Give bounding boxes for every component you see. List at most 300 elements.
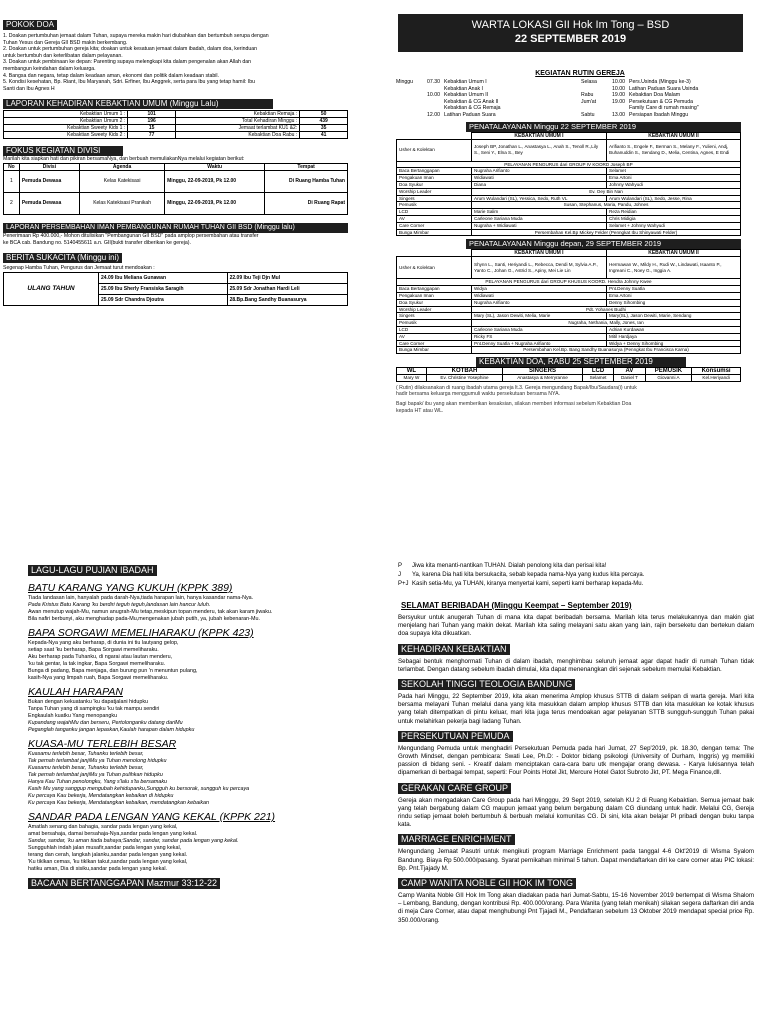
doa-header: PEMUSIK [645, 368, 691, 375]
reading-line [398, 571, 754, 580]
role-label: LCD [397, 209, 472, 216]
announcement-title: KEHADIRAN KEBAKTIAN [398, 644, 510, 655]
announcement-title: SEKOLAH TINGGI TEOLOGIA BANDUNG [398, 679, 575, 690]
role-value-ku2: Arum Wulandari (SL), Sedo, Jesse, Rina [607, 195, 741, 202]
song-line: Amatlah senang dan bahagia, sandar pada lengan yang kekal, [28, 824, 178, 830]
rutin-cell: Persiapan Ibadah Minggu [629, 111, 689, 118]
rutin-cell: Persekutuan & CG Pemuda [629, 98, 694, 105]
role-value-ku2: Widya + Denny Sihombing [607, 340, 741, 347]
role-value-ku1: Nugraha Arifianto [472, 299, 607, 306]
song-line: 'ku tak gentar, la tak ingkar, Bapa Sorgawi memeliharaku. [28, 661, 166, 667]
rutin-cell: 07.30 [427, 79, 440, 85]
role-label: Baca Bertanggapan [397, 286, 472, 293]
reading-line [398, 580, 754, 589]
kehadiran-row [4, 118, 348, 125]
doa-note1: ( Rutin) dilaksanakan di ruang ibadah utama gereja lt.3. Gereja mengundang Bapak/Ibu/Saudara(i) untuk [396, 384, 637, 391]
song-line: Kepada-Nya yang aku berharap, di dunia ini tiu lautyang gelop, [28, 640, 179, 646]
doa-cell: Mary W [397, 375, 427, 382]
rutin-cell [396, 112, 424, 119]
song-line: Kupandang wajahMu dan berseru, Pertolonganku datang dariMu [28, 720, 183, 726]
usher-ku2: Arifianto S., Engele F., Berman S., Melany F., Yulieni, Andj, Buhanuddin S., Sendang D., Melia, Centina, Agnes, E Endi [607, 139, 741, 161]
role-label: Pemusik [397, 320, 472, 327]
rutin-row [581, 86, 761, 93]
role-label: Doa Syukur [397, 299, 472, 306]
announcement-title: GERAKAN CARE GROUP [398, 783, 511, 794]
role-value-ku2: Pnt.Denny Suatla [607, 286, 741, 293]
role-label: Singers [397, 195, 472, 202]
sukacita-row [4, 272, 348, 283]
rutin-row [581, 92, 761, 99]
doa-cell: Daniel T [614, 375, 646, 382]
pokok-doa-item: Santi dan Ibu Agnes H [3, 85, 55, 92]
usher-ku1: Shynn L., Santi, Heriyandi L., Rebecca, Dendi M, Sylvia A.P., Yanto C., Johan G., Astrid S., Apiny, Mei Lie Lin [472, 257, 607, 279]
pokok-doa-title: POKOK DOA [3, 20, 57, 30]
kehadiran-cell: 50 [300, 111, 348, 118]
persembahan-text1: Penerimaan Rp 400.000,- Mohon ditulisikan "Pembangunan GII BSD" pada amplop persembahan atau transfer [3, 232, 259, 239]
fokus-table [3, 163, 348, 215]
role-value-ku1: Nugraha + Widiawati [472, 222, 607, 229]
announcement-text: Mengundang Pemuda untuk menghadiri Persekutuan Pemuda pada hari Jumat, 27 Sep'2019, pk. 18.30, dengan tema: The Growth Mindset, dengan pembicara: Swati Lee, Ph.D: - Doktor bidang psikologi (University of Durham, Inggris) yg memiliki passion di bidang seni. - Kreatif dalam menciptakan cara-cara baru utk mengajar orang dewasa. - Karya lukisannya telah dipamerkan di berbagai tempat, seperti: Four Points Hotel Jkt, Mercure Hotel Gatot Subroto Jkt, PT. Mega Finance,dll. [398, 744, 754, 777]
rutin-left [396, 79, 581, 119]
reading-speaker: J [398, 572, 401, 578]
penatalayanan-row [397, 347, 741, 354]
song-line: Awan menutup wajah-Mu, namun anugrah-Mu tetap,meskipun topan menderu, tak akan karam jiwaku. [28, 609, 273, 615]
sukacita-cell: 24.09 Ibu Meliana Gunawan [99, 272, 228, 283]
kehadiran-cell: Kebaktian Umum 2 : [4, 118, 128, 125]
role-value-ku2: Ema Artoni [607, 175, 741, 182]
rutin-cell: Kebaktian Doa Malam [629, 92, 681, 99]
top-right-column [396, 14, 764, 544]
pokok-doa-list [3, 33, 387, 92]
rutin-cell [609, 105, 629, 112]
kehadiran-cell: 41 [300, 132, 348, 139]
fokus-cell: 1 [4, 170, 20, 192]
penatalayanan-row [397, 326, 741, 333]
rutin-cell: 10.00 [427, 92, 440, 99]
penatalayanan-row [397, 175, 741, 182]
role-value-ku2: Selamet + Johnny Wahyudi [607, 222, 741, 229]
rutin-cell [396, 92, 424, 99]
rutin-cell [396, 86, 424, 93]
penatalayanan-row [397, 215, 741, 222]
kehadiran-title: LAPORAN KEHADIRAN KEBAKTIAN UMUM (Minggu Lalu) [3, 99, 273, 109]
fokus-header: Tempat [265, 163, 348, 170]
role-value-ku2: Reza Reidian [607, 209, 741, 216]
song-title: BATU KARANG YANG KUKUH (KPPK 389) [28, 582, 233, 594]
kehadiran-cell: Kebaktian Umum 1 : [4, 111, 128, 118]
song-line: Tiada landasan lain, hanyalah pada darah-Nya,tiada harapan lain, hanya kasandar nama-Nya. [28, 595, 254, 601]
reading-text: Jiwa kita menanti-nantikan TUHAN. Dialah penolong kita dan perisai kita! [412, 563, 607, 569]
penatalayanan-row [397, 340, 741, 347]
pengurus-row [397, 279, 741, 286]
role-value-ku1: Ricky FS [472, 333, 607, 340]
song-line: hatiku aman, Dia di sisiku,sandar pada lengan yang kekal. [28, 866, 168, 872]
usher-row [397, 139, 741, 161]
rutin-cell: Kebaktian & CG Anak II [444, 98, 499, 105]
fokus-intro: Marilah kita siapkan hati dan pikiran bersamaNya, dan berbuah memuliakanNya melalui kegiatan berikut: [3, 156, 245, 163]
role-label: AV [397, 333, 472, 340]
song-line: Ku percaya Kau bekerja, Mendatangkan kebaikan, mendatangkan kebaikan [28, 800, 210, 806]
role-value-ku1: Arum Wulandari (SL), Yessica, Sedo, Ruth VL [472, 195, 607, 202]
kehadiran-cell: 77 [128, 132, 176, 139]
reading-speaker: P [398, 563, 403, 569]
song-line: Hanya Kau Tuhan penolongku, Yang s'lalu s'ta bersamaku [28, 779, 168, 785]
role-value-ku1: Nugraha Arifianto [472, 168, 607, 175]
lagu-title: LAGU-LAGU PUJIAN IBADAH [28, 565, 157, 576]
rutin-cell [396, 105, 424, 112]
rutin-cell [581, 105, 609, 112]
responsive-reading [398, 562, 754, 589]
rutin-row [396, 79, 581, 86]
doa-cell: Anastasya & Merryranne [503, 375, 583, 382]
role-label: Pengakuan Iman [397, 292, 472, 299]
role-label: Pengakuan Iman [397, 175, 472, 182]
rutin-cell: Sabtu [581, 111, 595, 118]
rutin-cell: Kebaktian & CG Remaja [444, 105, 501, 112]
doa-cell: Giovanni A [645, 375, 691, 382]
penatalayanan-row [397, 188, 741, 195]
doa-note3: Bagi bapak/ ibu yang akan memberikan kesaksian, silakan memberi informasi sebelum Kebaktian Doa [396, 401, 632, 408]
announcement-title: SELAMAT BERIBADAH (Minggu Keempat – September 2019) [401, 601, 632, 610]
song-line: setiap saat 'ku berharap, Bapa Sorgawi memeliharaku. [28, 647, 159, 653]
sukacita-cell: 25.09 Sdr Jonathan Hardi Leli [227, 283, 347, 294]
songs-list [28, 582, 373, 873]
ku2-header: KEBAKTIAN UMUM II [607, 250, 741, 257]
penatalayanan-row [397, 286, 741, 293]
kehadiran-cell: Kebaktian Sweety Kids 2 : [4, 132, 128, 139]
penatalayanan-table [396, 132, 741, 237]
role-label: LCD [397, 326, 472, 333]
penatalayanan-title: PENATALAYANAN Minggu depan, 29 SEPTEMBER 2019 [466, 239, 741, 249]
kehadiran-cell: 35 [300, 125, 348, 132]
doa-cell: Ev. Christine Yosephine [426, 375, 502, 382]
rutin-title: KEGIATAN RUTIN GEREJA [535, 70, 625, 77]
role-value-ku1: Widiawati [472, 175, 607, 182]
role-value-both: Pdt. Yohanes Budhi [472, 306, 741, 313]
penatalayanan-row [397, 292, 741, 299]
kehadiran-cell: Kebaktian Doa Rabu : [175, 132, 299, 139]
rutin-cell: Pers.Usinda (Minggu ke-3) [629, 79, 691, 85]
penatalayanan-row [397, 229, 741, 236]
bottom-right-column [398, 562, 754, 1024]
announcement-text: Bersyukur untuk anugerah Tuhan di mana kita dapat beribadah bersama. Marilah kita terus melakukannya dan makin giat menjelang hari Tuhan yang makin dekat. Marilah kita saling melayani satu akan yang lain, rajin berseketu dan bertekun dalam doa supaya kita dikuatkan. [398, 614, 754, 638]
sukacita-table [3, 272, 348, 306]
doa-header: WL [397, 368, 427, 375]
role-label: AV [397, 215, 472, 222]
ku1-header: KEBAKTIAN UMUM I [472, 250, 607, 257]
fokus-header: No [4, 163, 20, 170]
role-value-ku2: Chris Midigia [607, 215, 741, 222]
rutin-row [581, 112, 761, 119]
role-value-ku2: Mitil Hardjaya [607, 333, 741, 340]
announcements [398, 595, 754, 925]
rutin-cell: Latihan Paduan Suara [444, 111, 496, 118]
announcement-text: Gereja akan mengadakan Care Group pada hari Mingggu, 29 Sept 2019, setelah KU 2 di Ruang Kebaktian. Semua jemaat baik yang telah bergabung dalam CG maupun jemaat yang belum bergabung dalam CG diundang untuk hadir. Melalui CG, Gereja rindu setiap jemaat boleh bertumbuh & berbuah melalui komunitas CG. Di sini, kita akan belajar PI pribadi dengan buku tanpa kata. [398, 796, 754, 829]
pengurus-row [397, 161, 741, 168]
penatalayanan-head [397, 132, 741, 139]
fokus-cell: Pemuda Dewasa [19, 170, 79, 192]
role-value-both: Nugraha, Nethania, Mally, Jones, Ian [472, 320, 741, 327]
role-value-ku1: Widiawati [472, 292, 607, 299]
penatalayanan-row [397, 320, 741, 327]
pokok-doa-item: 5. Kondisi kesehatan, Bp. Riant, Ibu Maryanah, Sdri. Erfiner, Ibu Anggrek, serta para Ibu yang tetap hamil: Ibu [3, 79, 256, 86]
song-line: Kasih Mu yang sanggup mengubah kehidupanku,Sungguh ku bersorak, sungguh ku percaya [28, 786, 250, 792]
doa-note2: hadir bersama keluarga menggumuli waktu persekutuan bersama NYA. [396, 391, 560, 398]
penatalayanan-row [397, 202, 741, 209]
pokok-doa-item: membangun keindahan dalam keluarga. [3, 65, 96, 72]
role-value-ku1: Carleone Sariana Muda [472, 215, 607, 222]
role-label: Singers [397, 313, 472, 320]
pokok-doa-item: Tuhan Yesus dan Gereja GII BSD makin berkembang. [3, 39, 128, 46]
fokus-row [4, 192, 348, 214]
role-label: Bunga Mimbar [397, 229, 472, 236]
rutin-cell [396, 99, 424, 106]
ulang-tahun-label: ULANG TAHUN [4, 272, 99, 305]
kehadiran-cell: 439 [300, 118, 348, 125]
fokus-header: Divisi [19, 163, 79, 170]
kehadiran-cell: Jemaat terlambat KU1 &2: [175, 125, 299, 132]
song-line: Engkaulah kuatku Yang menopangku [28, 713, 118, 719]
penatalayanan-1 [396, 122, 764, 237]
doa-header: LCD [582, 368, 613, 375]
doa-table [396, 367, 741, 382]
rutin-cell: 10.00 [612, 79, 625, 85]
song-title: BAPA SORGAWI MEMELIHARAKU (KPPK 423) [28, 627, 254, 639]
rutin-schedule [396, 79, 764, 119]
rutin-row [396, 112, 581, 119]
role-value-ku1: Widya [472, 286, 607, 293]
rutin-cell: Minggu [396, 79, 414, 85]
pokok-doa-item: 4. Bangsa dan negara, tetap dalam keadaan aman, ekonomi dan politik dalam keadaan stabil. [3, 72, 220, 79]
role-label: Pemusik [397, 202, 472, 209]
usher-row [397, 257, 741, 279]
fokus-cell: Kelas Katekisasi Pranikah [80, 192, 165, 214]
announcement-text: Camp Wanita Noble GII Hok Im Tong akan diadakan pada hari Jumat-Sabtu, 15-16 November 2019 bertempat di Wisma Shalom – Lembang, Bandung, dengan kontribusi Rp. 400.000/orang. Para Wanita (yang telah menikah) silakan segera daftarkan diri anda di meja Care Corner, atau dapat menghubungi Pnt Tjajadi M., Pendaftaran sebelum 13 Oktober 2019 mendapat special price Rp. 350.000/orang. [398, 892, 754, 924]
rutin-cell: Family Care di rumah masing" [629, 105, 699, 112]
ku1-header: KEBAKTIAN UMUM I [472, 132, 607, 139]
rutin-cell: Kebaktian Umum I [444, 79, 487, 85]
warta-date: 22 SEPTEMBER 2019 [514, 33, 627, 45]
fokus-cell: Pemuda Dewasa [19, 192, 79, 214]
rutin-row [396, 92, 581, 99]
ku2-header: KEBAKTIAN UMUM II [607, 132, 741, 139]
kehadiran-cell: 196 [128, 118, 176, 125]
song-line: Sandar, sandar, 'ku aman tiada bahaya;Sandar, sandar, sandar pada lengan yang kekal. [28, 838, 239, 844]
penatalayanan-row [397, 306, 741, 313]
warta-header [398, 14, 743, 52]
pokok-doa-item: untuk bertumbuh dan keterlibatan dalam pelayanan. [3, 52, 123, 59]
rutin-row [396, 99, 581, 106]
reading-text: Ya, karena Dia hati kita bersukacita, sebab kepada nama-Nya yang kudus kita percaya. [412, 572, 645, 578]
rutin-row [581, 105, 761, 112]
usher-ku2: Hermawan W., Mildy H., Rudi W., Lindawati, Isaanto P., Ingreani C., Noey G., Inggia A. [607, 257, 741, 279]
doa-note4: kepada HT atau WL. [396, 407, 444, 414]
penatalayanan-row [397, 313, 741, 320]
rutin-right [581, 79, 761, 119]
role-value-ku2: Johnny Wahyudi [607, 181, 741, 188]
rutin-cell: Selasa [581, 79, 597, 85]
role-value-ku2: Mary(SL), Jason Dewiti, Marie, Sendang [607, 313, 741, 320]
sukacita-cell: 28.Bp.Bang Sandhy Buanasurya [227, 294, 347, 305]
song-line: Bunga di padang, Bapa menjaga, dan burung pun 'n menuntun pulang, [28, 668, 198, 674]
penatalayanan-row [397, 333, 741, 340]
role-value-both: Persembahan Kel.Bp. Bang Sandhy Buanasurya (Penngkat Ibu Francisca Karna) [472, 347, 741, 354]
penatalayanan-2 [396, 239, 764, 354]
song-line: 'Ku tiklkan cemas, 'ku tiklkan takut,sandar pada lengan yang kekal, [28, 859, 188, 865]
song-line: Peganglah tanganku jangan lepaskan,Kaulah harapan dalam hidupku [28, 727, 195, 733]
penatalayanan-table [396, 249, 741, 354]
sukacita-intro: Segenap Hamba Tuhan, Pengurus dan Jemaat turut mendoakan : [3, 265, 155, 272]
kehadiran-cell: Kebaktian Sweety Kids 1 : [4, 125, 128, 132]
pokok-doa-item: 3. Doakan untuk pembinaan ke depan: Parenting supaya melengkapi kita dalam pengenalan akan Allah dan [3, 59, 252, 66]
persembahan-text2: ke BCA cab. Bandung no. 5140455611 a.n. GII(bukti transfer diberikan ke gereja). [3, 239, 191, 246]
role-value-ku1: Diana [472, 181, 607, 188]
song-title: KUASA-MU TERLEBIH BESAR [28, 738, 177, 750]
announcement-text: Mengundang Jemaat Pasutri untuk mengikuti program Marriage Enrichment pada tanggal 4-6 Okt'2019 di Wisma Syalom Bandung. Biaya Rp 500.000/pasang. Syarat pernikahan minimal 5 tahun. Dapat mendaftarkan diri ke care corner atau PIC lokasi: Bp. Pnt.Tjajady M. [398, 848, 754, 872]
announcement-title: CAMP WANITA NOBLE GII HOK IM TONG [398, 878, 576, 889]
rutin-row [581, 79, 761, 86]
rutin-cell: Jum'at [581, 98, 597, 105]
penatalayanan-row [397, 168, 741, 175]
penatalayanan-row [397, 195, 741, 202]
top-left-column [3, 14, 387, 344]
reading-line [398, 562, 754, 571]
song-title: SANDAR PADA LENGAN YANG KEKAL (KPPK 221) [28, 811, 276, 823]
rutin-cell: 19.00 [612, 92, 625, 99]
doa-header: KOTBAH [426, 368, 502, 375]
pokok-doa-item: 2. Doakan untuk pertumbuhan gereja kita; doakan untuk kesatuan jemaat dalam ibadah, dalam doa, kerinduan [3, 46, 258, 53]
penatalayanan-row [397, 299, 741, 306]
song-line: Tanpa Tuhan yang di sampingku 'ku tak mampu sendiri [28, 706, 160, 712]
role-value-ku1: Mary (SL), Jason Dewiti, Melia, Marie [472, 313, 607, 320]
doa-cell: Kel.Heriyandi [692, 375, 741, 382]
song-line: Bila nafiri berbunyi, aku menghadap pada-Mu,mengenakan jubah putih, ya, jubah kebenaran-Mu. [28, 616, 260, 622]
role-value-both: Susan, Stephanus, Maria, Pandu, Johnes [472, 202, 741, 209]
role-value-ku2: Ema Artoni [607, 292, 741, 299]
fokus-cell: Kelas Katekisasi [80, 170, 165, 192]
fokus-header: Waktu [165, 163, 265, 170]
rutin-row [581, 99, 761, 106]
persembahan-title: LAPORAN PERSEMBAHAN IMAN PEMBANGUNAN RUMAH TUHAN GII BSD (Minggu lalu) [3, 223, 348, 233]
rutin-cell: 12.00 [427, 111, 440, 118]
role-label: Care Corner [397, 340, 472, 347]
role-label: Worship Leader [397, 306, 472, 313]
song-line: Tak pernah terlambat janjiMu ya Tuhan menolong hidupku [28, 758, 167, 764]
fokus-header: Agenda [80, 163, 165, 170]
warta-title: WARTA LOKASI GII Hok Im Tong – BSD [471, 19, 670, 31]
lagu-footer: BACAAN BERTANGGAPAN Mazmur 33:12-22 [28, 878, 220, 889]
kehadiran-cell: Total Kehadiran Minggu : [175, 118, 299, 125]
kehadiran-cell: Kebaktian Remaja : [175, 111, 299, 118]
rutin-cell: Rabu [581, 92, 594, 99]
song-line: Ku percaya Kau bekerja, Mendatangkan kebaikan di hidupku [28, 793, 174, 799]
song-line: Tak pernah terlambat janjiMu ya Tuhan pulihkan hidupku [28, 772, 163, 778]
sukacita-cell: 25.09 Ibu Sherly Fransiska Saragih [99, 283, 228, 294]
song-line: Pada Kristus Batu Karang 'ku berdiri teguh teguh,landasan lain hancur luluh. [28, 602, 211, 608]
fokus-title: FOKUS KEGIATAN DIVISI [3, 146, 123, 156]
blank-cell [397, 250, 472, 257]
announcement-text: Sebagai bentuk menghormati Tuhan di dalam ibadah, menghimbau seluruh jemaat agar dapat hadir di rumah Tuhan tidak terlambat. Dengan datang sebelum ibadah dimulai, kita dapat menenangkan diri sejenak sebelum memulai Kebaktian. [398, 657, 754, 673]
role-value-ku1: Carleone Sariana Muda [472, 326, 607, 333]
rutin-cell [424, 105, 444, 112]
doa-header: Konsumsi [692, 368, 741, 375]
role-label: Worship Leader [397, 188, 472, 195]
usher-ku1: Joseph BP, Jonathan L., Anastasya L., Anah S., Tenoll R.,Lily S., Seni Y., Elna S., Bey [472, 139, 607, 161]
sukacita-cell: 25.09 Sdr Chandra Djoutra [99, 294, 228, 305]
fokus-cell: 2 [4, 192, 20, 214]
role-value-ku1: Pnt.Denny Suatla + Nugraha Arifianto [472, 340, 607, 347]
penatalayanan-title: PENATALAYANAN Minggu 22 SEPTEMBER 2019 [466, 122, 741, 132]
pengurus-note: PELAYANAN PENGURUS dari GROUP KHUSUS KOORD. Hendra Johnny Kwee [397, 279, 741, 286]
doa-title: KEBAKTIAN DOA, RABU 25 SEPTEMBER 2019 [476, 357, 686, 367]
bottom-left-column [28, 560, 373, 1024]
role-label: Bunga Mimbar [397, 347, 472, 354]
role-value-both: Ev. Oey Bin Nan [472, 188, 741, 195]
role-label: Doa Syukur [397, 181, 472, 188]
song-line: Bukan dengan kekuatanku 'ku dapatjalani hidupku [28, 699, 149, 705]
role-label: Care Corner [397, 222, 472, 229]
sukacita-title: BERITA SUKACITA (Minggu ini) [3, 253, 122, 263]
doa-cell: Selamet [582, 375, 613, 382]
rutin-cell: Latihan Paduan Suara Usinda [629, 85, 699, 92]
penatalayanan-row [397, 181, 741, 188]
penatalayanan-row [397, 222, 741, 229]
role-label: Baca Bertanggapan [397, 168, 472, 175]
penatalayanan-row [397, 209, 741, 216]
pokok-doa-item: 1. Doakan pertumbuhan jemaat dalam Tuhan, supaya mereka makin hari diubahkan dan bertumbuh serupa dengan [3, 33, 269, 39]
sukacita-cell: 22.09 Ibu Teji Djn Mul [227, 272, 347, 283]
rutin-cell: 19.00 [612, 98, 625, 105]
song-line: amat bersahaja, damai bersahaja-Nya,sandar pada lengan yang kekal. [28, 831, 198, 837]
usher-label: Usher & Kolektan [397, 257, 472, 279]
pengurus-note: PELAYANAN PENGURUS dari GROUP IV KOORD Joseph BP [397, 161, 741, 168]
rutin-cell [581, 86, 609, 93]
announcement-text: Pada hari Minggu, 22 September 2019, kita akan menerima Amplop khusus STTB di dalam selipan di warta gereja. Mari kita bersama melayani Tuhan melalui dana yang kita masukkan dalam amplop khusus STTB dan kita masukkan ke kotak khusus yang telah ditempatkan di pintu keluar, mari kita juga terus mendoakan agar pelayanan STTB sungguh-sungguh Tuhan pakai untuk melahirkan pekerja bagi ladang Tuhan. [398, 693, 754, 725]
role-value-ku2: Selamet [607, 168, 741, 175]
kehadiran-cell: 15 [128, 125, 176, 132]
song-line: terang dan cerah, langkah jalanku,sandar pada lengan yang kekal. [28, 852, 188, 858]
reading-text: Kasih setia-Mu, ya TUHAN, kiranya menyertai kami, seperti kami berharap kepada-Mu. [412, 581, 644, 587]
fokus-row [4, 170, 348, 192]
rutin-cell [424, 86, 444, 93]
song-line: Aku berharap pada Tuhanku, di ngarai atau lautan menderu, [28, 654, 173, 660]
role-value-ku1: Marie Salim [472, 209, 607, 216]
kehadiran-row [4, 125, 348, 132]
rutin-cell: Kebaktian Umum II [444, 92, 489, 99]
role-value-ku2: Denny Sihombing [607, 299, 741, 306]
doa-header: AV [614, 368, 646, 375]
song-line: Kuasamu terlebih besar, Tuhanku terlebih besar, [28, 765, 144, 771]
kehadiran-cell: 101 [128, 111, 176, 118]
rutin-cell [424, 99, 444, 106]
kehadiran-row [4, 111, 348, 118]
song-title: KAULAH HARAPAN [28, 686, 123, 698]
fokus-cell: Minggu, 22-09-2019, Pk 12.00 [165, 192, 265, 214]
fokus-cell: Di Ruang Hamba Tuhan [265, 170, 348, 192]
announcement-title: PERSEKUTUAN PEMUDA [398, 731, 513, 742]
song-line: Kuasamu terlebih besar, Tuhanku terlebih besar, [28, 751, 144, 757]
reading-speaker: P+J [398, 581, 409, 587]
song-line: Sungguhlah indah jalan musafir,sandar pada lengan yang kekal, [28, 845, 182, 851]
rutin-cell: 13.00 [612, 111, 625, 118]
fokus-cell: Di Ruang Rapat [265, 192, 348, 214]
penatalayanan-head [397, 250, 741, 257]
blank-cell [397, 132, 472, 139]
kehadiran-table [3, 110, 348, 139]
doa-header: SINGERS [503, 368, 583, 375]
rutin-row [396, 105, 581, 112]
usher-label: Usher & Kolektan [397, 139, 472, 161]
